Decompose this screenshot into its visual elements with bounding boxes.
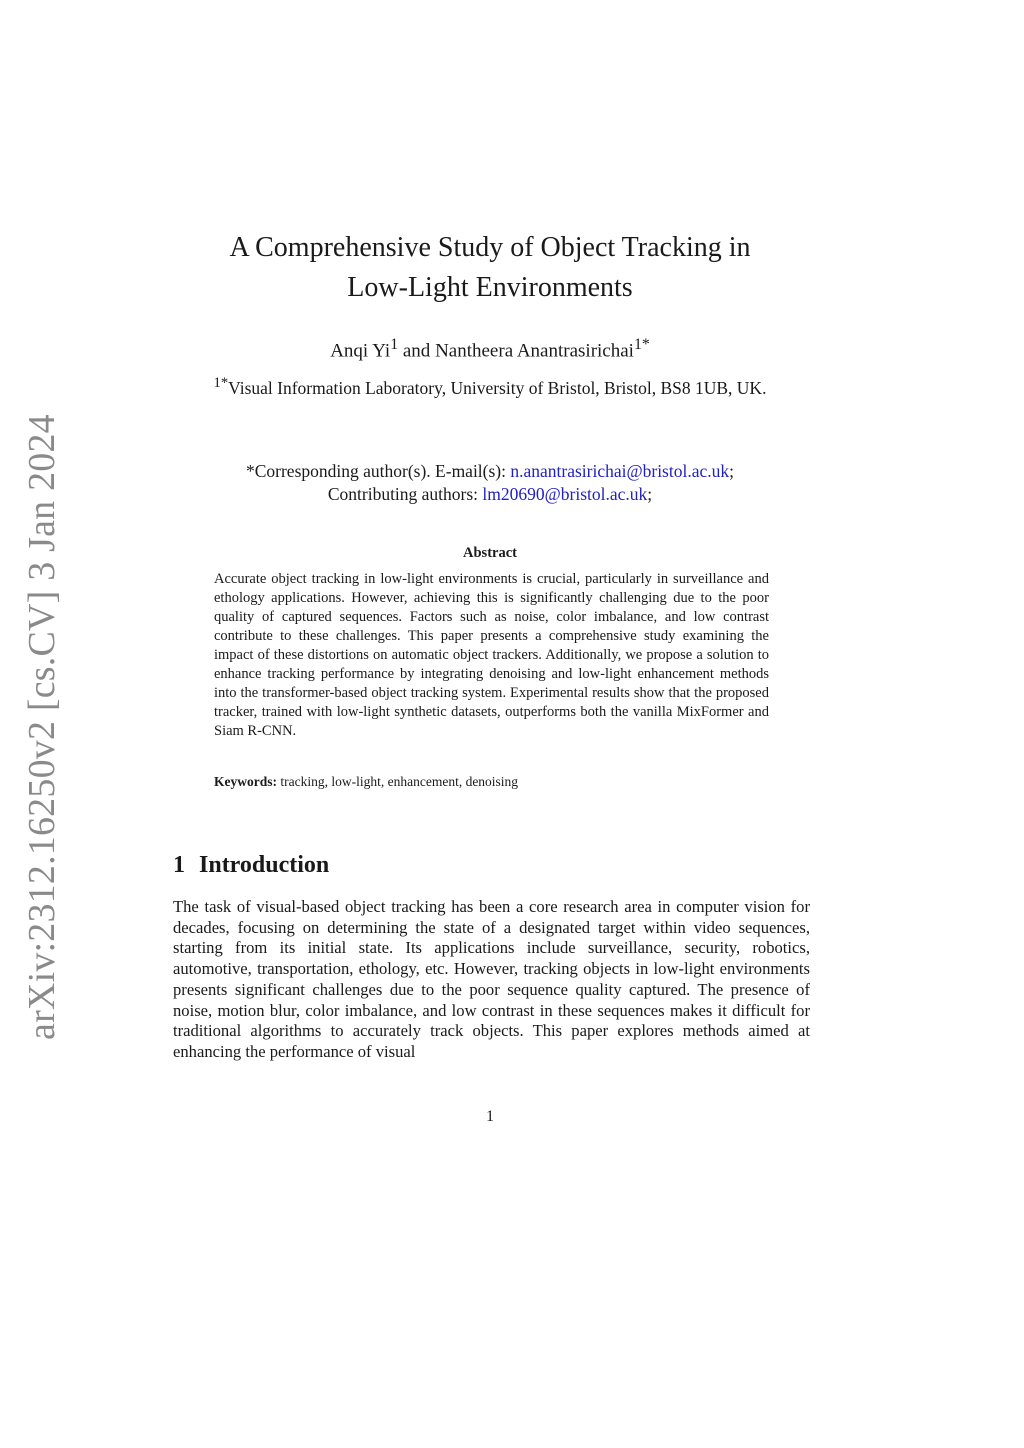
corresponding-author-line [140,460,840,483]
corresponding-label: *Corresponding author(s). E-mail(s): [245,461,511,481]
keywords-text: tracking, low-light, enhancement, denoising [277,774,519,789]
author-affiliation-mark: 1 [390,336,399,353]
abstract-heading: Abstract [463,545,517,561]
section-title: Introduction [199,852,330,878]
corresponding-email-link[interactable]: n.anantrasirichai@bristol.ac.uk [510,461,730,481]
author-conjunction: and [398,340,436,362]
contributing-authors-line [140,483,840,506]
arxiv-identifier-stamp: arXiv:2312.16250v2 [cs.CV] 3 Jan 2024 [21,414,63,1040]
abstract-text: Accurate object tracking in low-light environments is crucial, particularly in surveillance and ethology applications. However, achieving this is significantly challenging due to the poor quality of captured sequences. Factors such as noise, color imbalance, and low contrast contribute to these challenges. This paper presents a comprehensive study examining the impact of these distortions on automatic object trackers. Additionally, we propose a solution to enhance tracking performance by integrating denoising and low-light enhancement methods into the transformer-based object tracking system. Experimental results show that the proposed tracker, trained with low-light synthetic datasets, outperforms both the vanilla MixFormer and Siam R-CNN. [214,571,769,739]
contributing-label: Contributing authors: [327,484,483,504]
section-number: 1 [173,852,185,878]
separator: ; [647,484,653,504]
author-affiliation-mark: 1* [633,336,650,353]
affiliation-text: Visual Information Laboratory, University of Bristol, Bristol, BS8 1UB, UK. [228,377,767,398]
separator: ; [729,461,734,481]
keywords [214,774,769,790]
author-name: Anqi Yi [330,340,391,362]
title-line-1: A Comprehensive Study of Object Tracking in [229,232,751,263]
section-heading [173,852,329,879]
introduction-text: The task of visual-based object tracking has been a core research area in computer vision for decades, focusing on determining the state of a designated target within video sequences, starting from its initial state. Its applications include surveillance, security, robotics, automotive, transportation, ethology, etc. However, tracking objects in low-light environments presents significant challenges due to the poor sequence quality captured. The presence of noise, motion blur, color imbalance, and low contrast in these sequences makes it difficult for traditional algorithms to accurately track objects. This paper explores methods aimed at enhancing the performance of visual [173,897,810,1061]
keywords-label: Keywords: [214,774,277,789]
affiliation [200,372,780,400]
correspondence-block [140,460,840,506]
paper-title [140,228,840,308]
contributing-email-link[interactable]: lm20690@bristol.ac.uk [482,484,648,504]
author-name: Nantheera Anantrasirichai [435,340,634,362]
page-number: 1 [486,1108,494,1125]
title-line-2: Low-Light Environments [347,272,633,303]
author-list [140,336,840,362]
affiliation-mark: 1* [213,375,229,391]
